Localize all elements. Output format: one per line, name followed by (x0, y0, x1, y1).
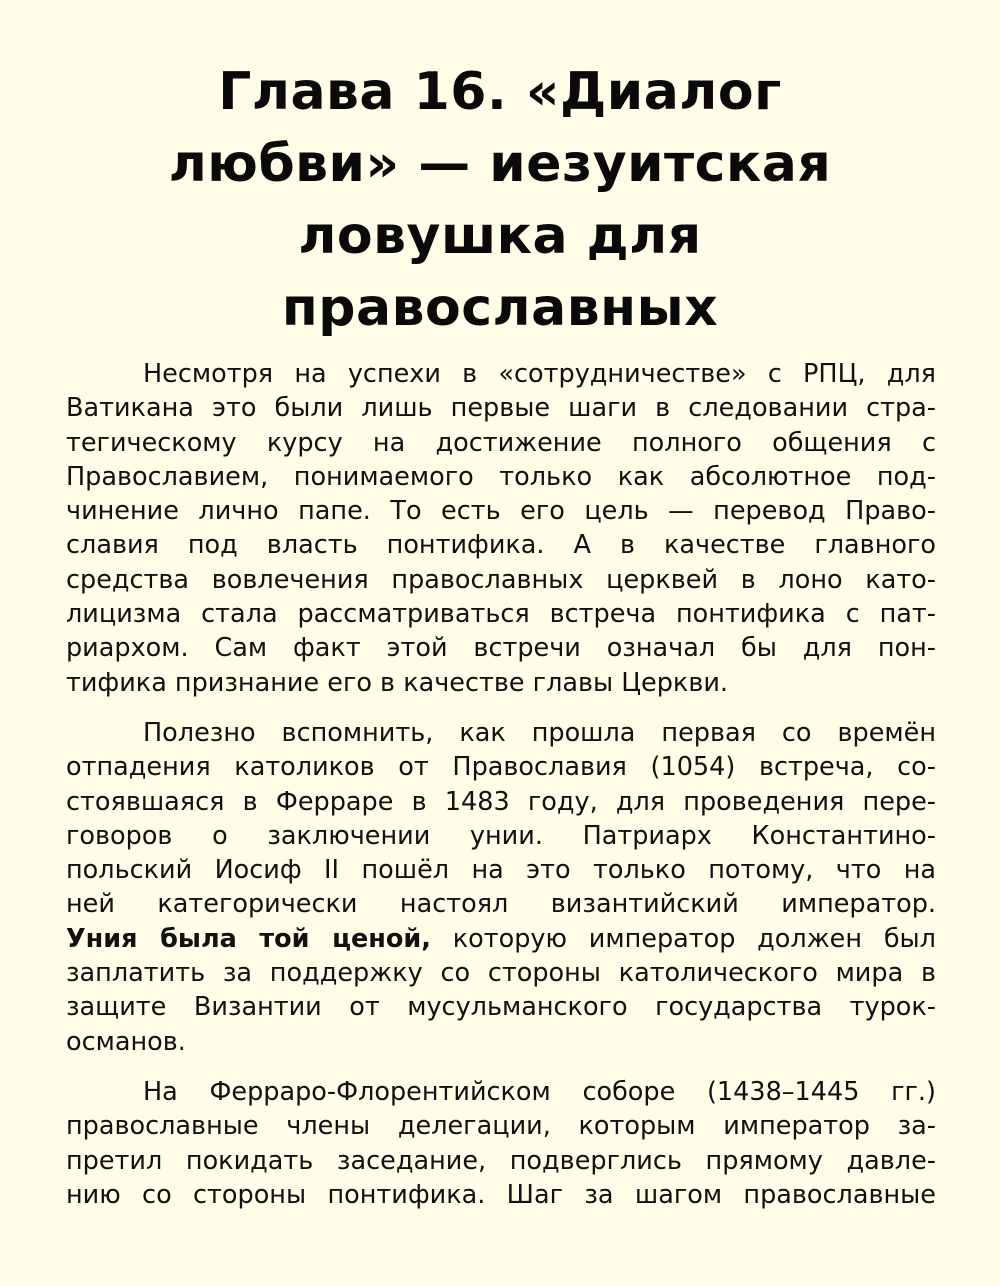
text-line: османов. (66, 1026, 186, 1057)
bold-phrase: Уния была той ценой, (66, 923, 431, 954)
chapter-title-line: ловушка для (298, 206, 702, 266)
text-line: Полезно вспомнить, как прошла первая со времён (143, 717, 936, 748)
chapter-body (66, 357, 936, 1228)
text-line: претил покидать заседание, подверглись прямому давле- (66, 1145, 936, 1176)
text-line: ней категорически настоял византийский император. (66, 889, 936, 920)
text-line: защите Византии от мусульманского государства турок- (66, 992, 936, 1023)
text-after-bold: которую император должен был (431, 923, 936, 954)
text-line: славия под власть понтифика. А в качестве главного (66, 530, 936, 561)
text-line: На Ферраро-Флорентийском соборе (1438–1445 гг.) (143, 1076, 936, 1107)
paragraph-1 (66, 357, 936, 700)
chapter-title-line: любви» — иезуитская (168, 134, 832, 194)
paragraph-3 (66, 1075, 936, 1212)
text-line: тегическому курсу на достижение полного общения с (66, 427, 936, 458)
text-line: риархом. Сам факт этой встречи означал бы для пон- (66, 633, 936, 664)
text-line: Ватикана это были лишь первые шаги в следовании стра- (66, 393, 936, 424)
chapter-title-line: православных (281, 278, 719, 338)
chapter-title (60, 56, 940, 344)
text-line: Несмотря на успехи в «сотрудничестве» с РПЦ, для (143, 359, 936, 389)
text-line: чинение лично папе. То есть его цель — перевод Право- (66, 496, 936, 527)
text-line: польский Иосиф II пошёл на это только потому, что на (66, 855, 936, 886)
text-line: тифика признание его в качестве главы Церкви. (66, 667, 729, 698)
text-line: нию со стороны понтифика. Шаг за шагом православные (66, 1179, 936, 1210)
text-line: стоявшаяся в Ферраре в 1483 году, для проведения пере- (66, 786, 936, 817)
text-line: отпадения католиков от Православия (1054) встреча, со- (66, 752, 936, 783)
text-line-with-emphasis (66, 922, 936, 956)
text-line: заплатить за поддержку со стороны католического мира в (66, 958, 936, 989)
text-line: средства вовлечения православных церквей в лоно като- (66, 564, 936, 595)
text-line: говоров о заключении унии. Патриарх Константино- (66, 820, 936, 851)
text-line: Православием, понимаемого только как абсолютное под- (66, 461, 936, 492)
text-line: лицизма стала рассматриваться встреча понтифика с пат- (66, 599, 936, 630)
paragraph-2 (66, 716, 936, 1059)
text-line: православные члены делегации, которым император за- (66, 1111, 936, 1142)
chapter-title-line: Глава 16. «Диалог (218, 62, 782, 122)
